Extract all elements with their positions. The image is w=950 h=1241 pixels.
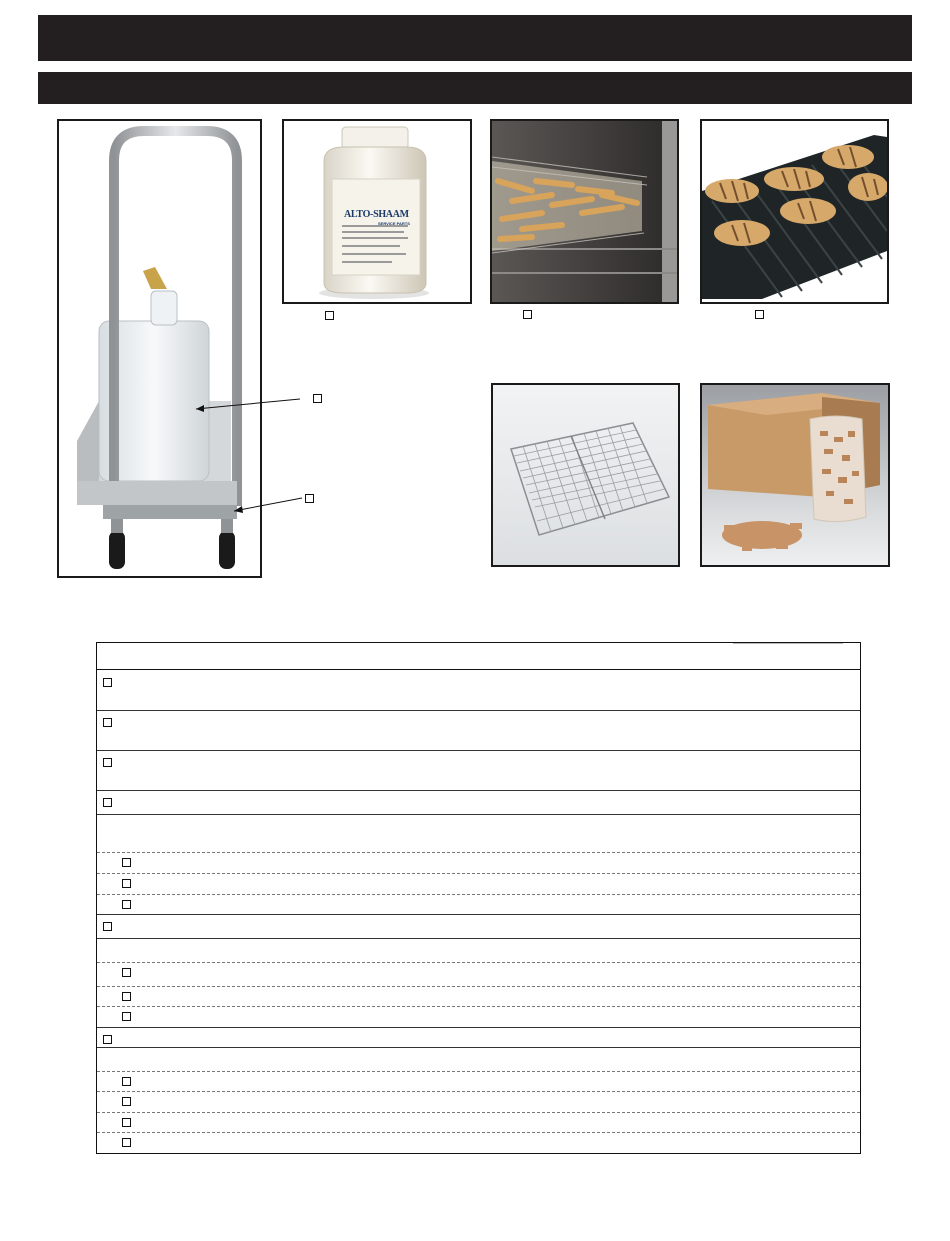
row-checkbox[interactable] xyxy=(122,1138,131,1147)
row-checkbox[interactable] xyxy=(122,1097,131,1106)
fry-basket-image-frame xyxy=(490,119,679,304)
row-checkbox[interactable] xyxy=(122,992,131,1001)
table-row xyxy=(97,710,860,750)
table-row xyxy=(97,873,860,894)
row-checkbox[interactable] xyxy=(122,858,131,867)
checkbox-cart[interactable] xyxy=(305,494,314,503)
table-row xyxy=(97,914,860,938)
wood-chips-box-photo xyxy=(702,385,888,565)
wood-chips-image-frame xyxy=(700,383,890,567)
checkbox-cleaner[interactable] xyxy=(325,311,334,320)
table-row xyxy=(97,790,860,814)
fry-basket-photo xyxy=(492,121,677,302)
row-checkbox[interactable] xyxy=(122,879,131,888)
table-row xyxy=(97,1132,860,1152)
cleaner-brand: ALTO-SHAAM xyxy=(344,209,409,220)
table-row xyxy=(97,1071,860,1091)
cleaner-image-frame xyxy=(282,119,472,304)
table-row xyxy=(97,750,860,790)
row-checkbox[interactable] xyxy=(103,758,112,767)
row-checkbox[interactable] xyxy=(103,678,112,687)
table-row xyxy=(97,962,860,986)
table-row xyxy=(97,894,860,914)
table-row xyxy=(97,1047,860,1071)
grill-grate-image-frame xyxy=(700,119,889,304)
table-row xyxy=(97,670,860,710)
table-row xyxy=(97,1006,860,1027)
wire-shelf-image-frame xyxy=(491,383,680,567)
row-checkbox[interactable] xyxy=(122,1012,131,1021)
table-row xyxy=(97,1112,860,1132)
row-checkbox[interactable] xyxy=(122,1118,131,1127)
row-checkbox[interactable] xyxy=(103,922,112,931)
grilling-grate-photo xyxy=(702,121,887,302)
parts-table xyxy=(96,642,861,1154)
cleaner-label: SERVICE PARTS xyxy=(378,221,410,226)
table-row xyxy=(97,938,860,962)
table-column-divider xyxy=(733,643,843,644)
wire-shelf-photo xyxy=(493,385,678,565)
table-row xyxy=(97,986,860,1006)
checkbox-fry-basket[interactable] xyxy=(523,310,532,319)
row-checkbox[interactable] xyxy=(103,718,112,727)
row-checkbox[interactable] xyxy=(103,1035,112,1044)
table-row xyxy=(97,814,860,852)
row-checkbox[interactable] xyxy=(122,968,131,977)
table-row xyxy=(97,1091,860,1112)
row-checkbox[interactable] xyxy=(103,798,112,807)
table-row xyxy=(97,852,860,873)
row-checkbox[interactable] xyxy=(122,1077,131,1086)
row-checkbox[interactable] xyxy=(122,900,131,909)
table-row xyxy=(97,1027,860,1047)
checkbox-grill-grate[interactable] xyxy=(755,310,764,319)
checkbox-jug[interactable] xyxy=(313,394,322,403)
